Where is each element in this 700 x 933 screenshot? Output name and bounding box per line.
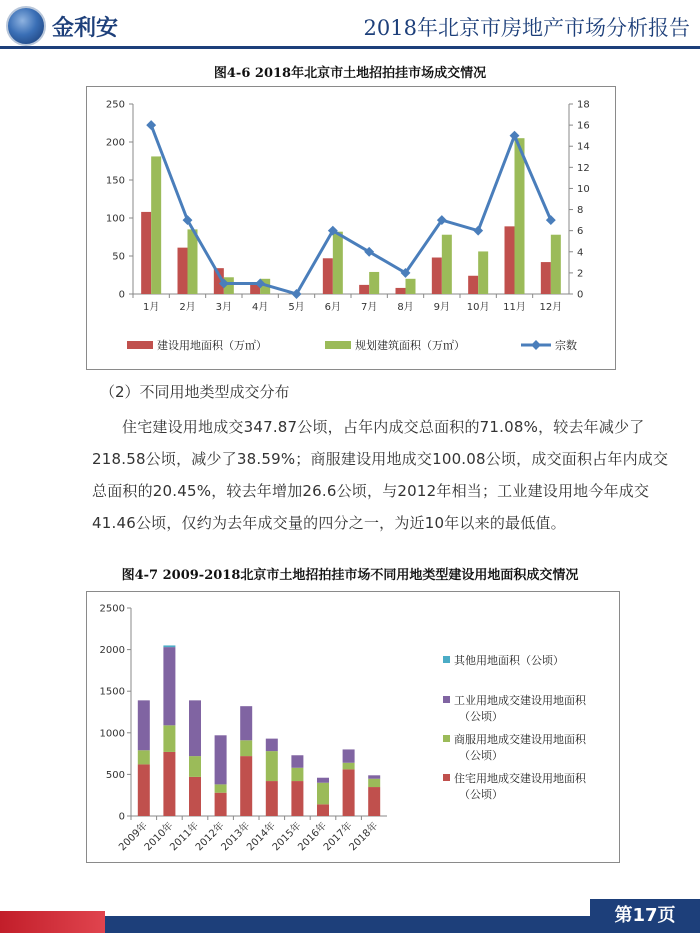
- chart1-bar-planned-area: [406, 279, 416, 294]
- chart2-bar-other: [163, 645, 175, 647]
- chart2-bar-industrial: [240, 706, 252, 740]
- chart2-x-tick-label: 2014年: [245, 820, 278, 854]
- chart1-bar-build-area: [432, 258, 442, 294]
- chart2-bar-residential: [291, 781, 303, 816]
- chart1-y2-tick-label: 6: [577, 226, 584, 238]
- chart2-y-tick-label: 1000: [99, 728, 125, 740]
- page-number: 第17页: [590, 899, 700, 933]
- chart-1-frame: [86, 86, 616, 370]
- chart1-bar-build-area: [359, 285, 369, 294]
- chart2-legend-unit: （公顷）: [459, 710, 503, 723]
- chart1-bar-build-area: [468, 276, 478, 294]
- chart1-x-tick-label: 7月: [360, 302, 378, 313]
- chart1-y2-tick-label: 10: [577, 183, 590, 195]
- chart1-legend-swatch-build: [127, 341, 153, 349]
- chart1-y-tick-label: 50: [112, 251, 125, 263]
- chart1-y-tick-label: 150: [105, 175, 125, 187]
- chart1-y2-tick-label: 4: [577, 247, 584, 259]
- footer-red-band: [0, 911, 105, 933]
- report-title: 2018年北京市房地产市场分析报告: [363, 16, 690, 40]
- chart2-bar-residential: [138, 764, 150, 816]
- chart2-x-tick-label: 2018年: [347, 820, 381, 854]
- page-header: [0, 0, 700, 48]
- chart1-legend-swatch-planned: [325, 341, 351, 349]
- chart1-y2-tick-label: 16: [577, 120, 590, 132]
- chart1-line-point: [546, 215, 556, 225]
- chart1-x-tick-label: 4月: [251, 302, 269, 313]
- chart2-x-tick-label: 2015年: [270, 820, 304, 854]
- chart1-legend-marker-count: [531, 340, 541, 350]
- figure-4-7-caption: 图4-7 2009-2018北京市土地招拍挂市场不同用地类型建设用地面积成交情况: [121, 568, 579, 583]
- chart2-bar-commercial: [240, 740, 252, 756]
- chart1-y2-tick-label: 14: [577, 141, 590, 153]
- chart2-bar-commercial: [163, 725, 175, 752]
- chart1-bar-planned-area: [369, 272, 379, 294]
- chart1-y2-tick-label: 18: [577, 99, 590, 111]
- chart2-legend-label: 其他用地面积（公顷）: [454, 654, 564, 667]
- chart1-x-tick-label: 6月: [324, 302, 342, 313]
- chart2-legend-label: 工业用地成交建设用地面积: [454, 694, 586, 707]
- chart2-bar-residential: [343, 769, 355, 816]
- chart1-bar-planned-area: [188, 229, 198, 294]
- chart2-bar-industrial: [266, 739, 278, 751]
- chart2-x-tick-label: 2012年: [193, 820, 227, 854]
- chart2-y-tick-label: 2500: [99, 603, 125, 615]
- chart1-x-tick-label: 9月: [433, 302, 451, 313]
- chart2-bar-commercial: [215, 784, 227, 792]
- chart2-x-tick-label: 2013年: [219, 820, 253, 854]
- chart2-y-tick-label: 500: [105, 769, 125, 781]
- company-logo-icon: [6, 6, 46, 46]
- chart1-bar-build-area: [541, 262, 551, 294]
- chart2-bar-residential: [266, 781, 278, 816]
- chart2-bar-commercial: [266, 751, 278, 781]
- chart1-x-tick-label: 1月: [142, 302, 160, 313]
- chart2-bar-industrial: [343, 749, 355, 762]
- chart2-bar-industrial: [138, 700, 150, 750]
- chart2-y-tick-label: 0: [118, 811, 125, 823]
- chart2-bar-residential: [163, 752, 175, 816]
- chart2-y-tick-label: 1500: [99, 686, 125, 698]
- chart1-y-tick-label: 200: [105, 137, 125, 149]
- chart1-y2-tick-label: 0: [577, 289, 584, 301]
- chart1-line-point: [146, 120, 156, 130]
- chart2-x-tick-label: 2009年: [117, 820, 150, 854]
- chart1-bar-planned-area: [478, 251, 488, 294]
- chart2-legend-label: 商服用地成交建设用地面积: [454, 733, 586, 746]
- chart2-legend-swatch: [443, 696, 450, 703]
- chart2-bar-commercial: [189, 756, 201, 777]
- chart1-bar-build-area: [505, 226, 515, 294]
- chart1-bar-build-area: [323, 258, 333, 294]
- chart2-bar-residential: [215, 793, 227, 816]
- chart1-y2-tick-label: 8: [577, 205, 584, 217]
- header-divider: [0, 46, 700, 49]
- chart1-y-tick-label: 0: [118, 289, 125, 301]
- chart2-bar-residential: [317, 804, 329, 816]
- chart1-bar-planned-area: [442, 235, 452, 294]
- chart-2-frame: [86, 591, 620, 863]
- chart1-bar-build-area: [396, 288, 406, 294]
- chart1-x-tick-label: 11月: [503, 302, 526, 313]
- chart2-legend-swatch: [443, 656, 450, 663]
- chart1-bar-planned-area: [333, 232, 343, 294]
- chart1-line-point: [473, 226, 483, 236]
- chart1-x-tick-label: 5月: [288, 302, 305, 313]
- chart2-bar-industrial: [291, 755, 303, 767]
- chart1-bar-planned-area: [515, 138, 525, 294]
- chart1-bar-build-area: [178, 248, 188, 294]
- chart1-x-tick-label: 8月: [397, 302, 414, 313]
- chart2-bar-commercial: [317, 783, 329, 805]
- chart2-bar-industrial: [368, 775, 380, 778]
- figure-4-6-caption: 图4-6 2018年北京市土地招拍挂市场成交情况: [213, 66, 487, 81]
- chart1-x-tick-label: 10月: [466, 302, 490, 313]
- chart2-y-tick-label: 2000: [99, 645, 125, 657]
- body-paragraph: 住宅建设用地成交347.87公顷，占年内成交总面积的71.08%，较去年减少了218.58公顷，减少了38.59%；商服建设用地成交100.08公顷，成交面积占年内成交总面积的20.45%，较去年增加26.6公顷，与2012年相当；工业建设用地今年成交41.46公顷，仅约为去年成交量的四分之一，为近10年以来的最低值。: [92, 418, 669, 532]
- chart2-legend-swatch: [443, 774, 450, 781]
- chart2-legend-swatch: [443, 735, 450, 742]
- chart1-line-deal-count: [151, 125, 551, 294]
- chart1-x-tick-label: 12月: [539, 302, 563, 313]
- chart1-bar-build-area: [141, 212, 151, 294]
- chart1-legend-planned: 规划建筑面积（万㎡）: [355, 339, 465, 352]
- chart2-bar-residential: [189, 777, 201, 816]
- chart2-bar-residential: [368, 787, 380, 816]
- chart2-bar-commercial: [368, 779, 380, 787]
- chart2-bar-industrial: [215, 735, 227, 784]
- chart2-x-tick-label: 2017年: [321, 820, 355, 854]
- chart2-x-tick-label: 2016年: [296, 820, 330, 854]
- chart2-legend-label: 住宅用地成交建设用地面积: [454, 772, 586, 785]
- chart1-y-tick-label: 100: [105, 213, 125, 225]
- chart2-bar-industrial: [317, 778, 329, 783]
- chart2-bar-commercial: [291, 768, 303, 781]
- section-heading: （2）不同用地类型成交分布: [100, 383, 290, 401]
- chart1-legend-build: 建设用地面积（万㎡）: [157, 339, 267, 352]
- chart2-bar-residential: [240, 756, 252, 816]
- chart2-x-tick-label: 2011年: [168, 820, 202, 854]
- chart1-y2-tick-label: 12: [577, 162, 590, 174]
- chart2-bar-commercial: [343, 763, 355, 770]
- chart2-x-tick-label: 2010年: [142, 820, 176, 854]
- chart1-bar-planned-area: [551, 235, 561, 294]
- chart1-y2-tick-label: 2: [577, 268, 584, 280]
- chart2-legend-unit: （公顷）: [459, 749, 503, 762]
- chart1-bar-planned-area: [151, 156, 161, 294]
- company-name: 金利安: [52, 16, 119, 41]
- chart2-legend-unit: （公顷）: [459, 788, 503, 801]
- chart-2-land-type-stacked: [87, 592, 621, 864]
- chart2-bar-industrial: [189, 700, 201, 756]
- chart1-x-tick-label: 3月: [215, 302, 233, 313]
- chart2-bar-commercial: [138, 750, 150, 764]
- chart1-x-tick-label: 2月: [179, 302, 196, 313]
- chart1-legend-count: 宗数: [555, 339, 577, 352]
- chart2-bar-industrial: [163, 647, 175, 725]
- chart-1-monthly-land-deals: [87, 87, 617, 371]
- chart1-y-tick-label: 250: [105, 99, 125, 111]
